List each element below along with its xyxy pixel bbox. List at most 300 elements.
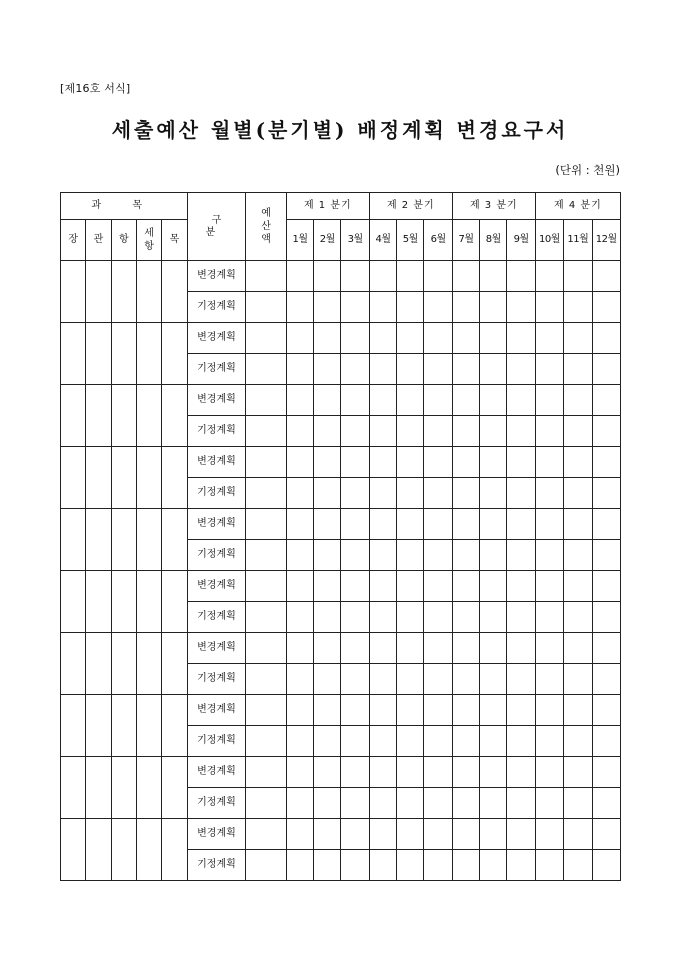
month-8-cell[interactable] (480, 509, 507, 540)
month-2-cell[interactable] (314, 726, 341, 757)
month-1-cell[interactable] (286, 819, 313, 850)
month-2-cell[interactable] (314, 633, 341, 664)
month-3-cell[interactable] (341, 726, 369, 757)
month-3-cell[interactable] (341, 292, 369, 323)
month-8-cell[interactable] (480, 416, 507, 447)
month-11-cell[interactable] (564, 416, 592, 447)
month-2-cell[interactable] (314, 757, 341, 788)
budget-item-cell[interactable] (136, 323, 161, 385)
month-4-cell[interactable] (369, 850, 396, 881)
month-10-cell[interactable] (535, 695, 563, 726)
month-11-cell[interactable] (564, 261, 592, 292)
month-9-cell[interactable] (507, 385, 535, 416)
budget-item-cell[interactable] (111, 447, 136, 509)
month-10-cell[interactable] (535, 788, 563, 819)
month-2-cell[interactable] (314, 509, 341, 540)
budget-item-cell[interactable] (162, 819, 187, 881)
budget-item-cell[interactable] (61, 757, 86, 819)
month-11-cell[interactable] (564, 726, 592, 757)
month-5-cell[interactable] (397, 416, 424, 447)
budget-item-cell[interactable] (111, 571, 136, 633)
budget-amount-cell[interactable] (246, 261, 287, 292)
month-12-cell[interactable] (592, 416, 621, 447)
month-2-cell[interactable] (314, 664, 341, 695)
month-2-cell[interactable] (314, 819, 341, 850)
month-12-cell[interactable] (592, 819, 621, 850)
month-12-cell[interactable] (592, 540, 621, 571)
month-7-cell[interactable] (452, 292, 479, 323)
month-10-cell[interactable] (535, 416, 563, 447)
month-11-cell[interactable] (564, 819, 592, 850)
budget-item-cell[interactable] (136, 385, 161, 447)
month-1-cell[interactable] (286, 571, 313, 602)
month-12-cell[interactable] (592, 850, 621, 881)
month-1-cell[interactable] (286, 633, 313, 664)
month-2-cell[interactable] (314, 385, 341, 416)
month-5-cell[interactable] (397, 571, 424, 602)
month-6-cell[interactable] (424, 478, 452, 509)
budget-item-cell[interactable] (136, 571, 161, 633)
month-8-cell[interactable] (480, 540, 507, 571)
month-6-cell[interactable] (424, 757, 452, 788)
month-4-cell[interactable] (369, 478, 396, 509)
month-8-cell[interactable] (480, 447, 507, 478)
month-12-cell[interactable] (592, 385, 621, 416)
month-11-cell[interactable] (564, 602, 592, 633)
budget-item-cell[interactable] (111, 261, 136, 323)
budget-item-cell[interactable] (61, 695, 86, 757)
month-7-cell[interactable] (452, 695, 479, 726)
month-9-cell[interactable] (507, 850, 535, 881)
month-2-cell[interactable] (314, 571, 341, 602)
month-3-cell[interactable] (341, 695, 369, 726)
month-1-cell[interactable] (286, 788, 313, 819)
month-7-cell[interactable] (452, 571, 479, 602)
budget-item-cell[interactable] (162, 757, 187, 819)
month-10-cell[interactable] (535, 726, 563, 757)
month-9-cell[interactable] (507, 788, 535, 819)
month-5-cell[interactable] (397, 788, 424, 819)
month-6-cell[interactable] (424, 323, 452, 354)
budget-item-cell[interactable] (86, 323, 111, 385)
month-11-cell[interactable] (564, 695, 592, 726)
month-10-cell[interactable] (535, 819, 563, 850)
month-11-cell[interactable] (564, 664, 592, 695)
month-4-cell[interactable] (369, 819, 396, 850)
month-9-cell[interactable] (507, 447, 535, 478)
month-12-cell[interactable] (592, 571, 621, 602)
budget-item-cell[interactable] (111, 323, 136, 385)
month-5-cell[interactable] (397, 695, 424, 726)
month-8-cell[interactable] (480, 323, 507, 354)
month-1-cell[interactable] (286, 726, 313, 757)
budget-item-cell[interactable] (86, 819, 111, 881)
month-7-cell[interactable] (452, 323, 479, 354)
month-8-cell[interactable] (480, 726, 507, 757)
month-4-cell[interactable] (369, 726, 396, 757)
month-10-cell[interactable] (535, 261, 563, 292)
month-11-cell[interactable] (564, 571, 592, 602)
month-8-cell[interactable] (480, 664, 507, 695)
budget-item-cell[interactable] (111, 819, 136, 881)
month-10-cell[interactable] (535, 540, 563, 571)
month-9-cell[interactable] (507, 416, 535, 447)
budget-item-cell[interactable] (86, 571, 111, 633)
month-12-cell[interactable] (592, 726, 621, 757)
month-3-cell[interactable] (341, 540, 369, 571)
month-9-cell[interactable] (507, 726, 535, 757)
month-5-cell[interactable] (397, 819, 424, 850)
month-1-cell[interactable] (286, 292, 313, 323)
month-3-cell[interactable] (341, 323, 369, 354)
budget-item-cell[interactable] (162, 571, 187, 633)
budget-item-cell[interactable] (61, 261, 86, 323)
month-2-cell[interactable] (314, 261, 341, 292)
month-5-cell[interactable] (397, 323, 424, 354)
month-5-cell[interactable] (397, 757, 424, 788)
month-6-cell[interactable] (424, 385, 452, 416)
month-12-cell[interactable] (592, 292, 621, 323)
budget-amount-cell[interactable] (246, 416, 287, 447)
budget-item-cell[interactable] (61, 447, 86, 509)
month-5-cell[interactable] (397, 633, 424, 664)
month-11-cell[interactable] (564, 788, 592, 819)
month-12-cell[interactable] (592, 602, 621, 633)
month-1-cell[interactable] (286, 416, 313, 447)
month-11-cell[interactable] (564, 292, 592, 323)
month-4-cell[interactable] (369, 416, 396, 447)
month-6-cell[interactable] (424, 726, 452, 757)
month-6-cell[interactable] (424, 540, 452, 571)
month-10-cell[interactable] (535, 571, 563, 602)
month-11-cell[interactable] (564, 447, 592, 478)
month-6-cell[interactable] (424, 571, 452, 602)
budget-amount-cell[interactable] (246, 478, 287, 509)
month-10-cell[interactable] (535, 292, 563, 323)
budget-item-cell[interactable] (86, 447, 111, 509)
budget-item-cell[interactable] (111, 385, 136, 447)
budget-item-cell[interactable] (162, 447, 187, 509)
month-8-cell[interactable] (480, 819, 507, 850)
budget-item-cell[interactable] (86, 509, 111, 571)
budget-item-cell[interactable] (86, 757, 111, 819)
month-8-cell[interactable] (480, 261, 507, 292)
month-4-cell[interactable] (369, 354, 396, 385)
month-12-cell[interactable] (592, 757, 621, 788)
month-5-cell[interactable] (397, 850, 424, 881)
month-10-cell[interactable] (535, 633, 563, 664)
month-5-cell[interactable] (397, 261, 424, 292)
budget-item-cell[interactable] (86, 385, 111, 447)
month-6-cell[interactable] (424, 850, 452, 881)
budget-item-cell[interactable] (86, 695, 111, 757)
month-6-cell[interactable] (424, 261, 452, 292)
month-9-cell[interactable] (507, 292, 535, 323)
month-7-cell[interactable] (452, 354, 479, 385)
month-8-cell[interactable] (480, 757, 507, 788)
budget-item-cell[interactable] (61, 509, 86, 571)
month-3-cell[interactable] (341, 850, 369, 881)
month-5-cell[interactable] (397, 726, 424, 757)
month-7-cell[interactable] (452, 850, 479, 881)
month-3-cell[interactable] (341, 633, 369, 664)
month-9-cell[interactable] (507, 540, 535, 571)
month-7-cell[interactable] (452, 385, 479, 416)
month-10-cell[interactable] (535, 478, 563, 509)
month-11-cell[interactable] (564, 540, 592, 571)
month-8-cell[interactable] (480, 695, 507, 726)
budget-amount-cell[interactable] (246, 788, 287, 819)
month-1-cell[interactable] (286, 850, 313, 881)
budget-item-cell[interactable] (162, 323, 187, 385)
budget-amount-cell[interactable] (246, 540, 287, 571)
month-8-cell[interactable] (480, 602, 507, 633)
month-8-cell[interactable] (480, 788, 507, 819)
month-5-cell[interactable] (397, 478, 424, 509)
budget-item-cell[interactable] (61, 323, 86, 385)
month-9-cell[interactable] (507, 633, 535, 664)
budget-amount-cell[interactable] (246, 323, 287, 354)
month-10-cell[interactable] (535, 509, 563, 540)
month-7-cell[interactable] (452, 788, 479, 819)
month-11-cell[interactable] (564, 323, 592, 354)
month-12-cell[interactable] (592, 354, 621, 385)
month-3-cell[interactable] (341, 571, 369, 602)
month-11-cell[interactable] (564, 850, 592, 881)
month-11-cell[interactable] (564, 509, 592, 540)
month-3-cell[interactable] (341, 416, 369, 447)
budget-amount-cell[interactable] (246, 850, 287, 881)
budget-amount-cell[interactable] (246, 509, 287, 540)
month-9-cell[interactable] (507, 478, 535, 509)
month-5-cell[interactable] (397, 292, 424, 323)
month-4-cell[interactable] (369, 664, 396, 695)
budget-item-cell[interactable] (136, 695, 161, 757)
month-5-cell[interactable] (397, 602, 424, 633)
month-6-cell[interactable] (424, 633, 452, 664)
budget-item-cell[interactable] (111, 695, 136, 757)
budget-amount-cell[interactable] (246, 633, 287, 664)
month-9-cell[interactable] (507, 664, 535, 695)
month-4-cell[interactable] (369, 633, 396, 664)
month-6-cell[interactable] (424, 416, 452, 447)
month-9-cell[interactable] (507, 695, 535, 726)
month-7-cell[interactable] (452, 416, 479, 447)
month-5-cell[interactable] (397, 540, 424, 571)
budget-item-cell[interactable] (162, 385, 187, 447)
budget-item-cell[interactable] (61, 633, 86, 695)
budget-item-cell[interactable] (86, 261, 111, 323)
month-12-cell[interactable] (592, 788, 621, 819)
month-7-cell[interactable] (452, 757, 479, 788)
month-7-cell[interactable] (452, 509, 479, 540)
month-6-cell[interactable] (424, 292, 452, 323)
month-5-cell[interactable] (397, 385, 424, 416)
month-11-cell[interactable] (564, 385, 592, 416)
month-10-cell[interactable] (535, 385, 563, 416)
month-2-cell[interactable] (314, 788, 341, 819)
month-7-cell[interactable] (452, 819, 479, 850)
month-2-cell[interactable] (314, 292, 341, 323)
month-3-cell[interactable] (341, 447, 369, 478)
month-2-cell[interactable] (314, 850, 341, 881)
budget-amount-cell[interactable] (246, 695, 287, 726)
month-9-cell[interactable] (507, 509, 535, 540)
budget-amount-cell[interactable] (246, 726, 287, 757)
month-2-cell[interactable] (314, 447, 341, 478)
budget-item-cell[interactable] (136, 819, 161, 881)
budget-item-cell[interactable] (162, 509, 187, 571)
month-9-cell[interactable] (507, 323, 535, 354)
month-6-cell[interactable] (424, 788, 452, 819)
budget-item-cell[interactable] (136, 509, 161, 571)
month-10-cell[interactable] (535, 447, 563, 478)
budget-item-cell[interactable] (162, 695, 187, 757)
month-10-cell[interactable] (535, 602, 563, 633)
month-3-cell[interactable] (341, 261, 369, 292)
budget-item-cell[interactable] (111, 633, 136, 695)
month-7-cell[interactable] (452, 447, 479, 478)
budget-amount-cell[interactable] (246, 602, 287, 633)
month-2-cell[interactable] (314, 602, 341, 633)
month-3-cell[interactable] (341, 385, 369, 416)
month-6-cell[interactable] (424, 695, 452, 726)
budget-amount-cell[interactable] (246, 292, 287, 323)
month-12-cell[interactable] (592, 509, 621, 540)
month-1-cell[interactable] (286, 354, 313, 385)
budget-amount-cell[interactable] (246, 757, 287, 788)
month-10-cell[interactable] (535, 850, 563, 881)
month-7-cell[interactable] (452, 633, 479, 664)
budget-item-cell[interactable] (162, 633, 187, 695)
month-12-cell[interactable] (592, 261, 621, 292)
month-7-cell[interactable] (452, 540, 479, 571)
budget-item-cell[interactable] (136, 633, 161, 695)
month-2-cell[interactable] (314, 416, 341, 447)
budget-item-cell[interactable] (136, 447, 161, 509)
budget-amount-cell[interactable] (246, 571, 287, 602)
month-12-cell[interactable] (592, 695, 621, 726)
budget-amount-cell[interactable] (246, 385, 287, 416)
month-1-cell[interactable] (286, 664, 313, 695)
month-4-cell[interactable] (369, 602, 396, 633)
month-11-cell[interactable] (564, 633, 592, 664)
month-8-cell[interactable] (480, 354, 507, 385)
month-1-cell[interactable] (286, 757, 313, 788)
month-4-cell[interactable] (369, 261, 396, 292)
budget-item-cell[interactable] (61, 819, 86, 881)
month-4-cell[interactable] (369, 323, 396, 354)
month-3-cell[interactable] (341, 509, 369, 540)
month-6-cell[interactable] (424, 509, 452, 540)
month-12-cell[interactable] (592, 478, 621, 509)
month-8-cell[interactable] (480, 385, 507, 416)
month-4-cell[interactable] (369, 695, 396, 726)
budget-amount-cell[interactable] (246, 354, 287, 385)
budget-item-cell[interactable] (162, 261, 187, 323)
month-4-cell[interactable] (369, 509, 396, 540)
month-12-cell[interactable] (592, 323, 621, 354)
month-9-cell[interactable] (507, 819, 535, 850)
month-9-cell[interactable] (507, 757, 535, 788)
month-3-cell[interactable] (341, 757, 369, 788)
month-6-cell[interactable] (424, 664, 452, 695)
month-1-cell[interactable] (286, 695, 313, 726)
month-8-cell[interactable] (480, 292, 507, 323)
month-1-cell[interactable] (286, 447, 313, 478)
month-5-cell[interactable] (397, 354, 424, 385)
month-2-cell[interactable] (314, 540, 341, 571)
month-2-cell[interactable] (314, 695, 341, 726)
month-4-cell[interactable] (369, 571, 396, 602)
month-10-cell[interactable] (535, 354, 563, 385)
month-4-cell[interactable] (369, 788, 396, 819)
month-4-cell[interactable] (369, 540, 396, 571)
month-1-cell[interactable] (286, 261, 313, 292)
month-1-cell[interactable] (286, 478, 313, 509)
budget-amount-cell[interactable] (246, 447, 287, 478)
month-4-cell[interactable] (369, 385, 396, 416)
budget-item-cell[interactable] (61, 385, 86, 447)
month-1-cell[interactable] (286, 385, 313, 416)
month-6-cell[interactable] (424, 819, 452, 850)
month-4-cell[interactable] (369, 292, 396, 323)
month-12-cell[interactable] (592, 633, 621, 664)
month-5-cell[interactable] (397, 447, 424, 478)
month-8-cell[interactable] (480, 850, 507, 881)
month-2-cell[interactable] (314, 354, 341, 385)
month-7-cell[interactable] (452, 478, 479, 509)
month-9-cell[interactable] (507, 261, 535, 292)
month-2-cell[interactable] (314, 478, 341, 509)
month-2-cell[interactable] (314, 323, 341, 354)
month-3-cell[interactable] (341, 478, 369, 509)
month-1-cell[interactable] (286, 323, 313, 354)
month-7-cell[interactable] (452, 602, 479, 633)
month-11-cell[interactable] (564, 478, 592, 509)
month-3-cell[interactable] (341, 602, 369, 633)
month-8-cell[interactable] (480, 571, 507, 602)
month-1-cell[interactable] (286, 509, 313, 540)
month-4-cell[interactable] (369, 447, 396, 478)
budget-item-cell[interactable] (86, 633, 111, 695)
month-8-cell[interactable] (480, 478, 507, 509)
month-3-cell[interactable] (341, 354, 369, 385)
budget-item-cell[interactable] (136, 261, 161, 323)
month-10-cell[interactable] (535, 757, 563, 788)
month-6-cell[interactable] (424, 602, 452, 633)
month-8-cell[interactable] (480, 633, 507, 664)
month-10-cell[interactable] (535, 664, 563, 695)
month-9-cell[interactable] (507, 354, 535, 385)
month-3-cell[interactable] (341, 664, 369, 695)
month-5-cell[interactable] (397, 509, 424, 540)
month-1-cell[interactable] (286, 602, 313, 633)
month-6-cell[interactable] (424, 354, 452, 385)
budget-item-cell[interactable] (111, 509, 136, 571)
budget-amount-cell[interactable] (246, 664, 287, 695)
month-6-cell[interactable] (424, 447, 452, 478)
month-7-cell[interactable] (452, 261, 479, 292)
month-11-cell[interactable] (564, 354, 592, 385)
month-1-cell[interactable] (286, 540, 313, 571)
month-12-cell[interactable] (592, 664, 621, 695)
month-3-cell[interactable] (341, 788, 369, 819)
budget-item-cell[interactable] (111, 757, 136, 819)
budget-item-cell[interactable] (136, 757, 161, 819)
month-4-cell[interactable] (369, 757, 396, 788)
month-11-cell[interactable] (564, 757, 592, 788)
